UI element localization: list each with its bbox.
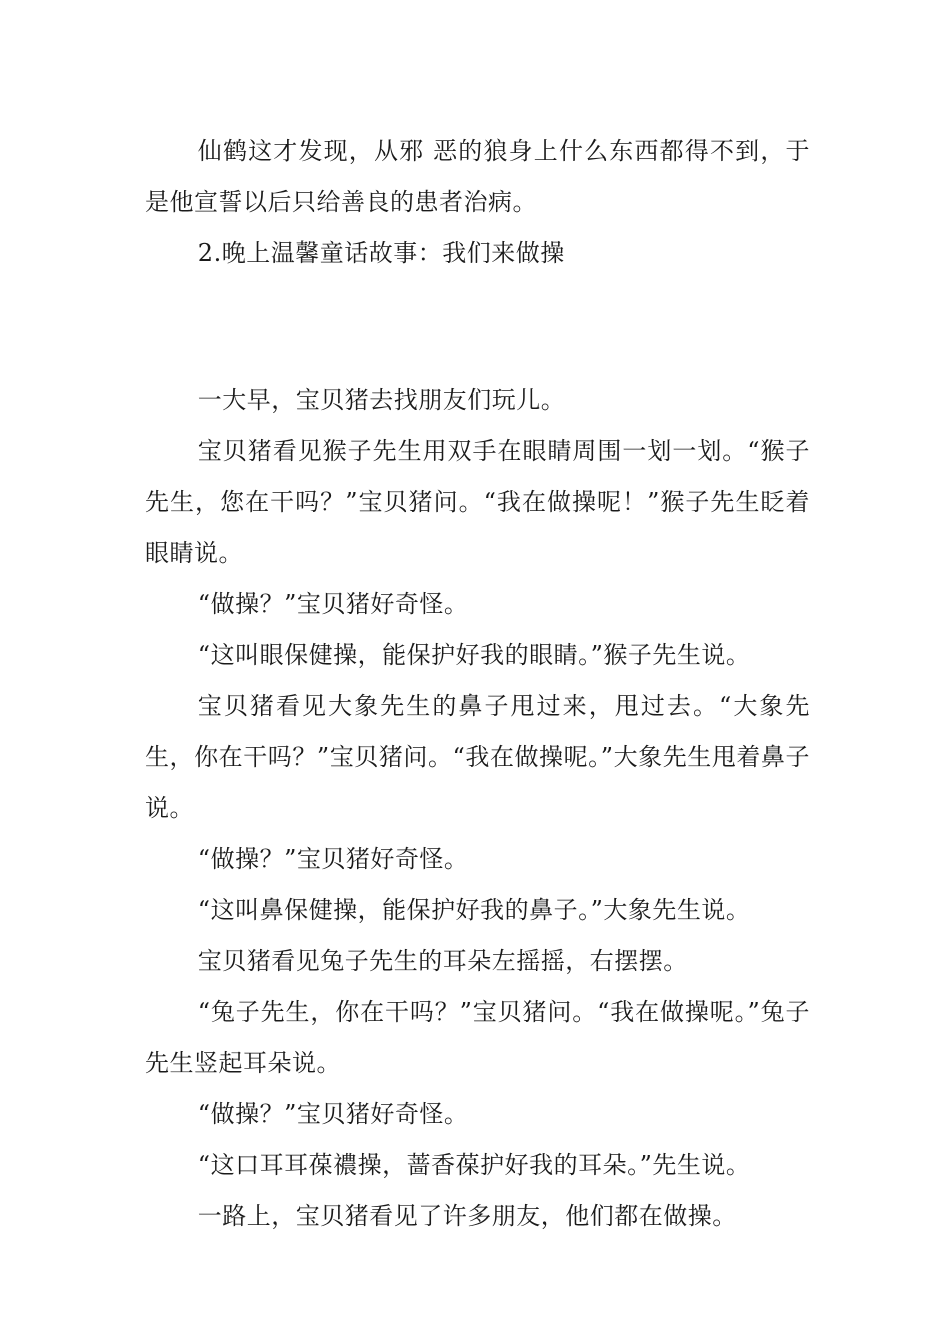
paragraph: “做操？”宝贝猪好奇怪。	[197, 1100, 469, 1128]
paragraph: “做操？”宝贝猪好奇怪。	[197, 845, 469, 873]
section-heading: 2.晚上温馨童话故事：我们来做操	[197, 239, 565, 267]
top-text-block	[145, 126, 810, 279]
paragraph: “这叫鼻保健操，能保护好我的鼻子。”大象先生说。	[197, 896, 751, 924]
paragraph: 宝贝猪看见猴子先生用双手在眼睛周围一划一划。“猴子先生，您在干吗？”宝贝猪问。“我在做操呢！”猴子先生眨着眼睛说。	[145, 437, 810, 567]
paragraph: 仙鹤这才发现，从邪 恶的狼身上什么东西都得不到，于是他宣誓以后只给善良的患者治病。	[145, 137, 810, 216]
story-text-block	[145, 375, 810, 1242]
paragraph: “这口耳耳葆禯操，蔷香葆护好我的耳朵。”先生说。	[197, 1151, 751, 1179]
paragraph: “这叫眼保健操，能保护好我的眼睛。”猴子先生说。	[197, 641, 751, 669]
paragraph: “做操？”宝贝猪好奇怪。	[197, 590, 469, 618]
paragraph: “兔子先生，你在干吗？”宝贝猪问。“我在做操呢。”兔子先生竖起耳朵说。	[145, 998, 810, 1077]
paragraph: 一大早，宝贝猪去找朋友们玩儿。	[197, 386, 566, 414]
paragraph: 宝贝猪看见兔子先生的耳朵左摇摇，右摆摆。	[197, 947, 688, 975]
paragraph: 一路上，宝贝猪看见了许多朋友，他们都在做操。	[197, 1202, 737, 1230]
paragraph: 宝贝猪看见大象先生的鼻子甩过来，甩过去。“大象先生，你在干吗？”宝贝猪问。“我在做操呢。”大象先生甩着鼻子说。	[145, 692, 810, 822]
